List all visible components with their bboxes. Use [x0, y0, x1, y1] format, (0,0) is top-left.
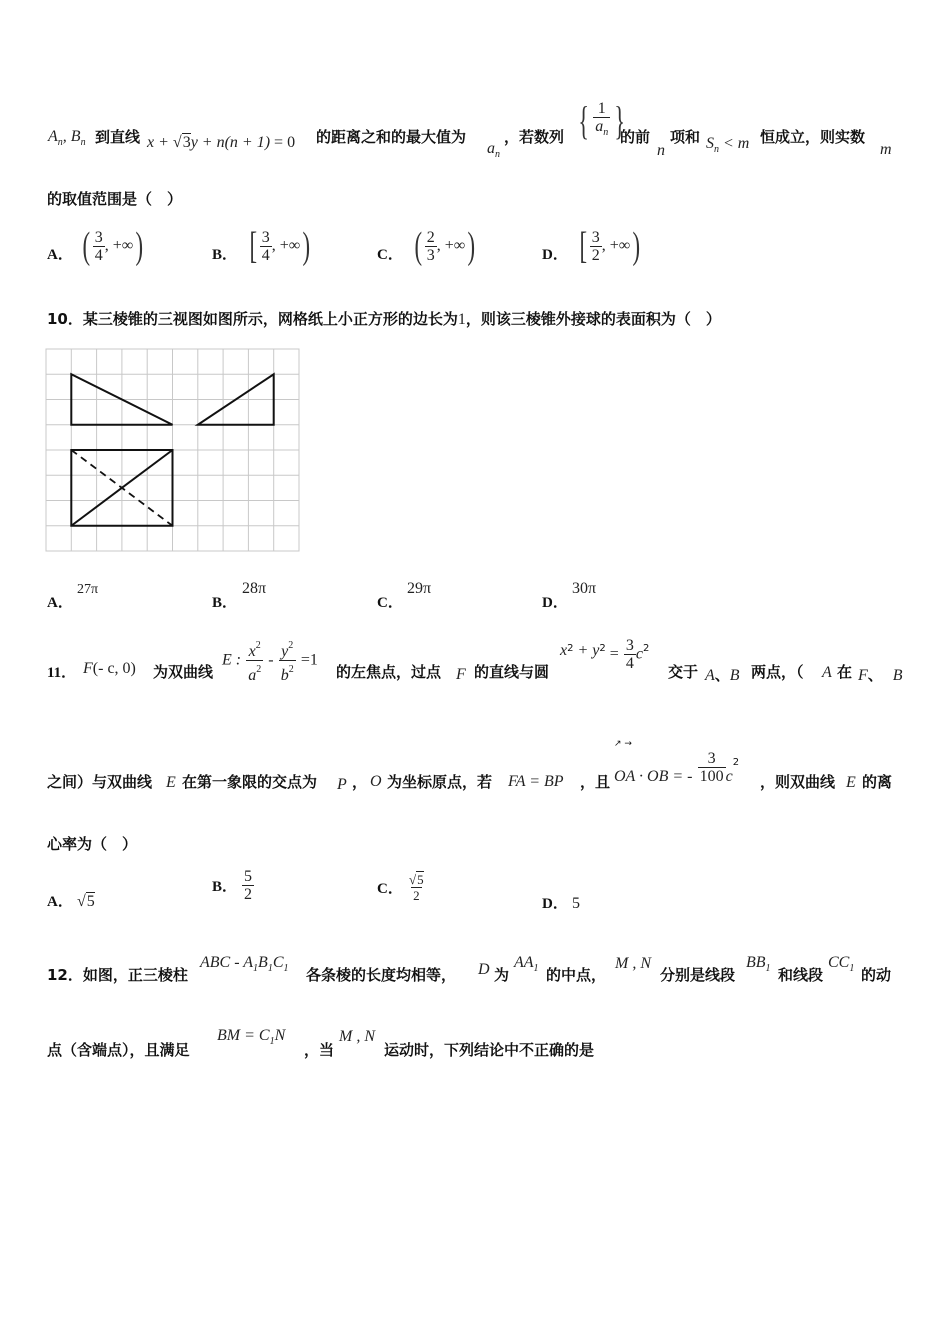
point-d: D: [478, 961, 490, 978]
hyperbola-e-2: E: [846, 774, 856, 791]
circle-equation: $x^2 + y^2$ = $\frac{3}{4}$ $c^2$: [560, 637, 650, 672]
q11-option-d[interactable]: D． 5: [542, 895, 580, 912]
q9-option-c[interactable]: C． ( $\frac{2}{3}$ , +∞ ): [377, 225, 476, 267]
q10-option-b[interactable]: B．28π: [212, 580, 267, 611]
q9-text-4: 的前: [620, 128, 651, 146]
q9-line-equation: x + √3y + n(n + 1) = 0: [147, 134, 296, 151]
q11-number: 11．: [47, 665, 77, 681]
n-var: n: [657, 142, 665, 159]
q12-text-1: 各条棱的长度均相等，: [306, 966, 457, 984]
q10-option-c[interactable]: C．29π: [377, 580, 432, 611]
q11-line2-text-3: ，: [352, 773, 368, 791]
three-view-diagram: [45, 348, 301, 553]
point-f: F: [456, 666, 466, 683]
condition-fa-bp: FA = BP: [508, 773, 564, 790]
edge-aa1: $AA_1$: [514, 954, 539, 974]
a-n: $a_n$: [487, 140, 500, 160]
hyperbola-equation: E : $\frac{x^2}{a^2}$ - $\frac{y^2}{b^2}$ =1: [222, 640, 318, 684]
f-b-between: F、 B: [858, 666, 903, 684]
eq-part: x +: [147, 134, 173, 151]
q11-text-5: 两点，（: [751, 663, 804, 681]
q11-line2-text-1: 之间）与双曲线: [47, 773, 153, 791]
q9-option-a[interactable]: A． ( $\frac{3}{4}$ , +∞ ): [47, 225, 144, 267]
eq-part: (n + 1): [224, 134, 271, 151]
point-b: $B_n$: [70, 128, 86, 148]
q11-line2-text-4: 为坐标原点，若: [387, 773, 493, 791]
edge-bb1: $BB_1$: [746, 954, 771, 974]
eq-part: = 0: [270, 134, 296, 151]
s-n-inequality: $S_n < m$: [706, 135, 750, 155]
q12-text-5: 和线段: [778, 966, 824, 984]
q11-option-c[interactable]: C． $\frac{√5}{2}$: [377, 872, 424, 903]
q9-option-b[interactable]: B． [ $\frac{3}{4}$ , +∞ ): [212, 225, 311, 267]
q11-line2-text-5: ，且: [580, 773, 611, 791]
q9-line1: [48, 126, 86, 148]
q12-text-6: 的动: [861, 966, 892, 984]
q11-text-1: 为双曲线: [153, 663, 214, 681]
q9-text-5: 项和: [670, 128, 701, 146]
q11-option-a[interactable]: A． √5: [47, 893, 95, 910]
point-a: $A_n$: [48, 128, 63, 148]
q9-text-6: 恒成立，则实数: [760, 128, 866, 146]
q11-text-3: 的直线与圆: [474, 663, 550, 681]
q11-line2-text-6: ，则双曲线: [760, 773, 836, 791]
separator: ,: [62, 128, 71, 145]
points-m-n-2: M , N: [339, 1028, 375, 1045]
q11-option-b[interactable]: B． $\frac{5}{2}$: [212, 868, 252, 903]
eq-part: y + n: [190, 134, 225, 151]
q12-text-2: 为: [494, 966, 510, 984]
origin-o: O: [370, 773, 382, 790]
edge-cc1: $CC_1$: [828, 954, 855, 974]
q11-line2-text-2: 在第一象限的交点为: [182, 773, 318, 791]
prism-name: ABC - $A_1B_1C_1$: [200, 954, 289, 974]
q10-stem: 10．某三棱锥的三视图如图所示，网格纸上小正方形的边长为1，则该三棱锥外接球的表面积为（ ）: [47, 310, 721, 328]
q11-text-6: 在: [837, 663, 853, 681]
condition-bm-c1n: BM = $C_1N$: [217, 1027, 286, 1047]
points-a-b: A、B: [705, 666, 740, 684]
focus-f: F(- c, 0): [83, 660, 136, 677]
sqrt-three: 3: [182, 134, 191, 151]
q10-option-d[interactable]: D．30π: [542, 580, 597, 611]
q12-number: 12．如图，正三棱柱: [47, 966, 188, 984]
q9-text-2: 的距离之和的最大值为: [316, 128, 467, 146]
q11-line3: 心率为（ ）: [47, 835, 138, 853]
hyperbola-e: E: [166, 774, 176, 791]
q9-text-3: ，若数列: [504, 128, 565, 146]
sequence-reciprocal: { $\frac{1}{a_n}$ }: [578, 97, 626, 143]
seq-numerator: 1: [597, 100, 606, 117]
q9-text-1: 到直线: [95, 128, 141, 146]
q9-line2: 的取值范围是（ ）: [47, 190, 183, 208]
q12-line2-text-2: ，当: [304, 1041, 335, 1059]
point-a-2: A: [822, 664, 832, 681]
q12-text-4: 分别是线段: [660, 966, 736, 984]
q11-line2-text-7: 的离: [862, 773, 893, 791]
q12-text-3: 的中点，: [546, 966, 607, 984]
q10-option-a[interactable]: A．27π: [47, 582, 99, 611]
points-m-n: M , N: [615, 955, 651, 972]
m-var: m: [880, 141, 892, 158]
point-p: P: [337, 776, 347, 793]
q11-text-2: 的左焦点，过点: [336, 663, 442, 681]
dot-product-equation: ↗ → OA · OB = - $\frac{3}{100}$ $c_2$: [614, 739, 740, 785]
q12-line2-text-1: 点（含端点），且满足: [47, 1041, 190, 1059]
q12-line2-text-3: 运动时，下列结论中不正确的是: [384, 1041, 595, 1059]
q11-text-4: 交于: [668, 663, 699, 681]
q9-option-d[interactable]: D． [ $\frac{3}{2}$ , +∞ ): [542, 225, 641, 267]
